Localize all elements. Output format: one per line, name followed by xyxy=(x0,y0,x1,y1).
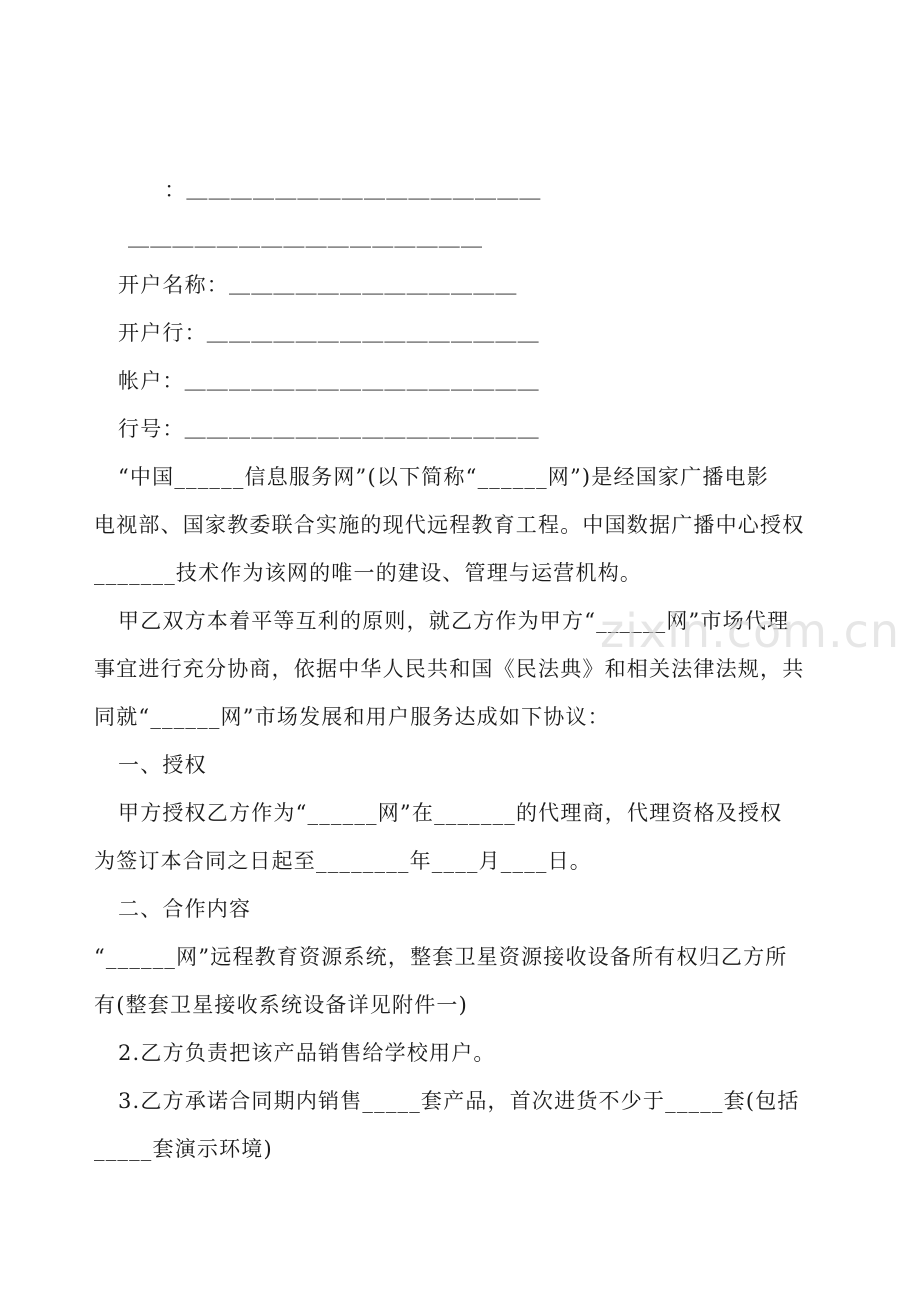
paragraph-line: 甲方授权乙方作为“______网”在_______的代理商，代理资格及授权 xyxy=(118,801,783,825)
paragraph-line: 2.乙方负责把该产品销售给学校用户。 xyxy=(118,1041,496,1065)
section-heading-cooperation: 二、合作内容 xyxy=(118,897,252,921)
field-line-2: ＿＿＿＿＿＿＿＿＿＿＿＿＿＿＿＿ xyxy=(128,226,484,250)
bank-code-field: 行号：＿＿＿＿＿＿＿＿＿＿＿＿＿＿＿＿ xyxy=(118,417,540,441)
paragraph-line: 事宜进行充分协商，依据中华人民共和国《民法典》和相关法律法规，共 xyxy=(94,657,805,681)
paragraph-line: _____套演示环境) xyxy=(94,1137,273,1161)
watermark: zixin.com.cn xyxy=(600,604,901,658)
paragraph-line: 为签订本合同之日起至________年____月____日。 xyxy=(94,849,592,873)
account-name-field: 开户名称：＿＿＿＿＿＿＿＿＿＿＿＿＿ xyxy=(118,273,518,297)
paragraph-line: 甲乙双方本着平等互利的原则，就乙方作为甲方“______网”市场代理 xyxy=(118,609,790,633)
bank-field: 开户行：＿＿＿＿＿＿＿＿＿＿＿＿＿＿＿ xyxy=(118,321,540,345)
paragraph-line: 电视部、国家教委联合实施的现代远程教育工程。中国数据广播中心授权 xyxy=(94,513,805,537)
paragraph-line: 有(整套卫星接收系统设备详见附件一) xyxy=(94,993,468,1017)
paragraph-line: 3.乙方承诺合同期内销售_____套产品，首次进货不少于_____套(包括 xyxy=(118,1089,800,1113)
account-number-field: 帐户：＿＿＿＿＿＿＿＿＿＿＿＿＿＿＿＿ xyxy=(118,369,540,393)
paragraph-line: _______技术作为该网的唯一的建设、管理与运营机构。 xyxy=(94,561,643,585)
section-heading-authorization: 一、授权 xyxy=(118,753,207,777)
paragraph-line: “中国______信息服务网”(以下简称“______网”)是经国家广播电影 xyxy=(118,465,769,489)
paragraph-line: “______网”远程教育资源系统，整套卫星资源接收设备所有权归乙方所 xyxy=(94,945,788,969)
paragraph-line: 同就“______网”市场发展和用户服务达成如下协议： xyxy=(94,705,610,729)
field-line-1: ：＿＿＿＿＿＿＿＿＿＿＿＿＿＿＿＿ xyxy=(142,178,542,202)
